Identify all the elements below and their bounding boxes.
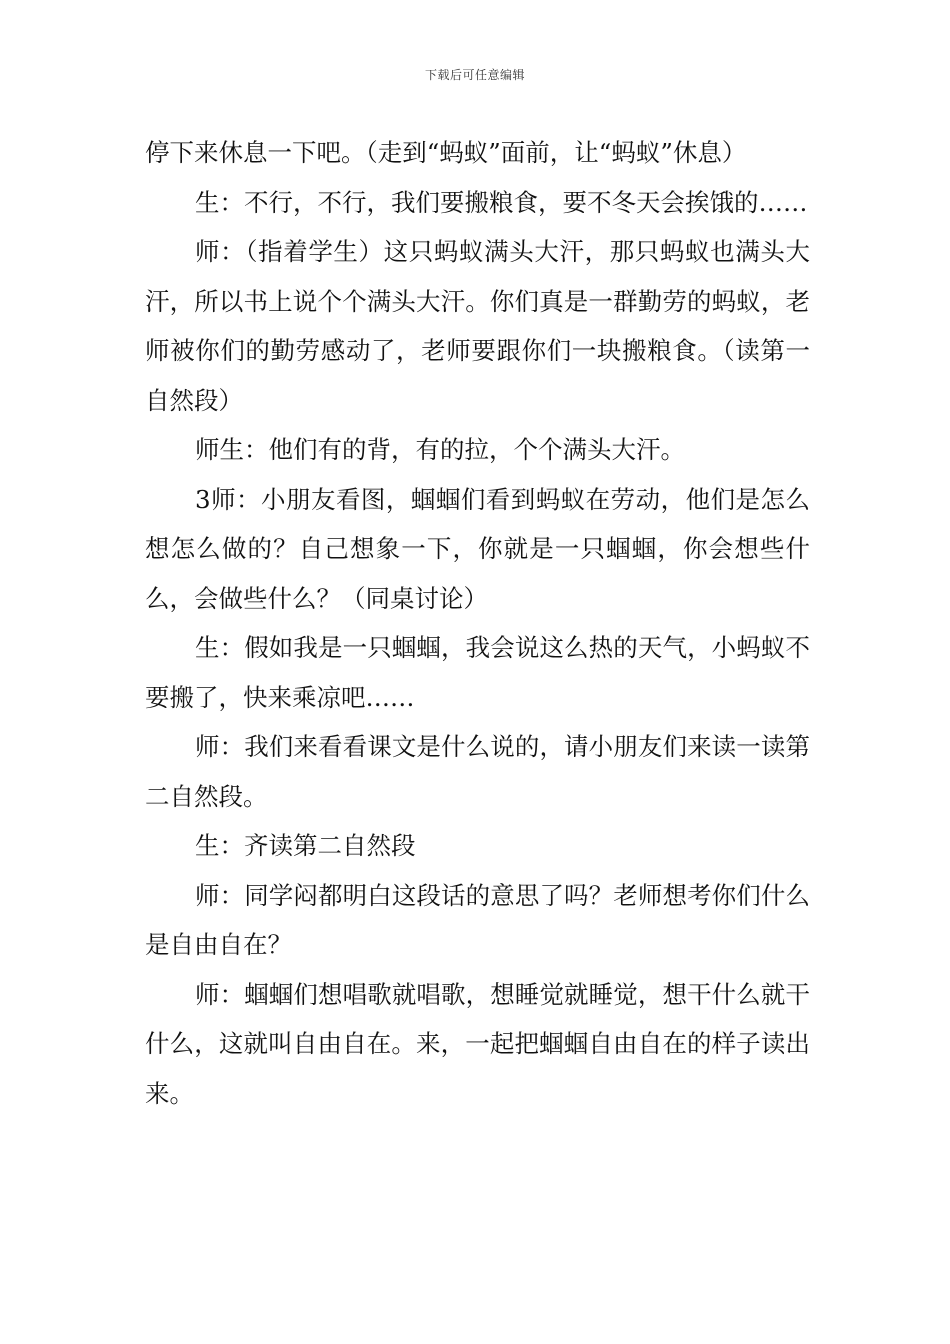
paragraph: 师：我们来看看课文是什么说的，请小朋友们来读一读第二自然段。: [145, 732, 810, 811]
paragraph: 师生：他们有的背，有的拉，个个满头大汗。: [195, 435, 685, 464]
header-note: 下载后可任意编辑: [424, 68, 525, 82]
paragraph: 师：（指着学生）这只蚂蚁满头大汗，那只蚂蚁也满头大汗，所以书上说个个满头大汗。你们真是一群勤劳的蚂蚁，老师被你们的勤劳感动了，老师要跟你们一块搬粮食。（读第一自然段）: [145, 237, 810, 415]
paragraph: 生：不行，不行，我们要搬粮食，要不冬天会挨饿的……: [195, 187, 808, 217]
paragraph: 3师：小朋友看图，蝈蝈们看到蚂蚁在劳动，他们是怎么想怎么做的？自己想象一下，你就是一只蝈蝈，你会想些什么，会做些什么？（同桌讨论）: [145, 484, 810, 613]
paragraph: 生：假如我是一只蝈蝈，我会说这么热的天气，小蚂蚁不要搬了，快来乘凉吧……: [145, 633, 810, 712]
paragraph: 师：同学闷都明白这段话的意思了吗？老师想考你们什么是自由自在？: [145, 880, 810, 959]
paragraph: 生：齐读第二自然段: [195, 831, 416, 860]
paragraph: 停下来休息一下吧。（走到“蚂蚁”面前，让“蚂蚁”休息）: [145, 138, 747, 167]
document-body: [145, 128, 810, 1118]
paragraph: 师：蝈蝈们想唱歌就唱歌，想睡觉就睡觉，想干什么就干什么，这就叫自由自在。来，一起把蝈蝈自由自在的样子读出来。: [145, 979, 810, 1108]
